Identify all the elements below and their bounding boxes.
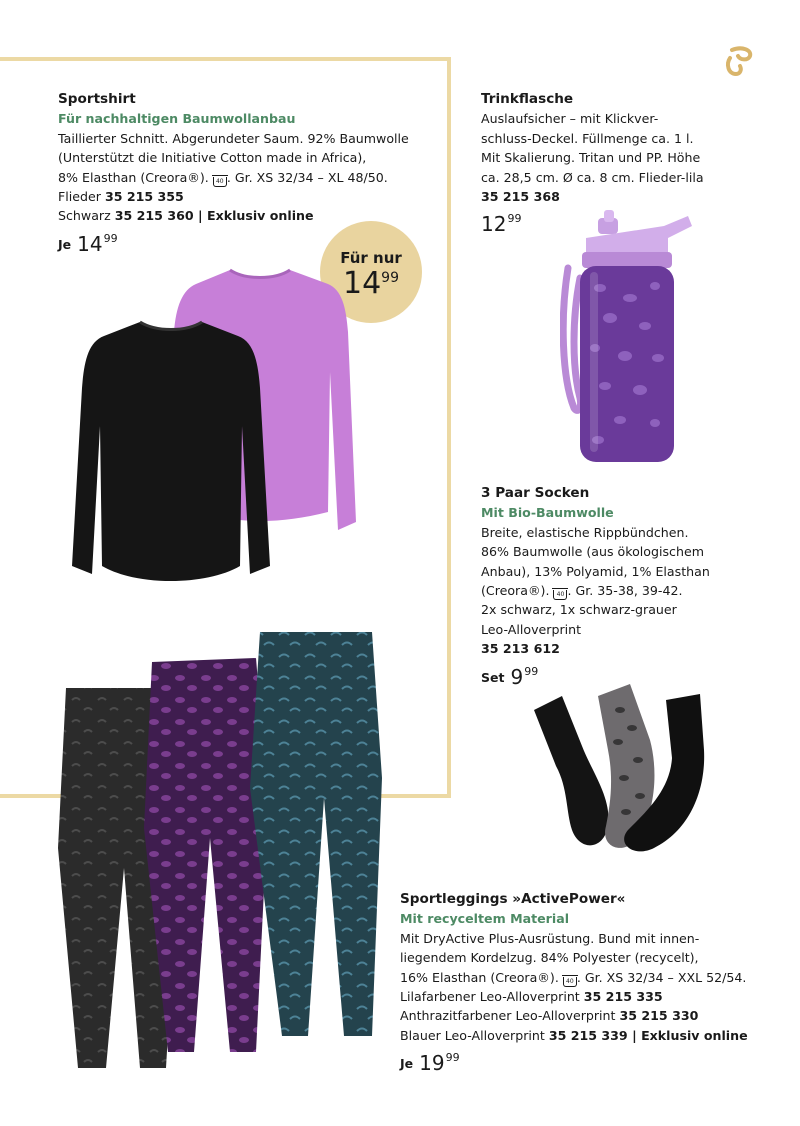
sportshirt-variant-schwarz: Schwarz 35 215 360 | Exklusiv online — [58, 208, 314, 224]
socks-desc-5: 2x schwarz, 1x schwarz-grauer — [481, 602, 677, 618]
sportshirt-desc-3: 8% Elasthan (Creora®). 40 . Gr. XS 32/34 – XL 48/50. — [58, 169, 388, 185]
leggings-sku-anthrazit: 35 215 330 — [619, 1008, 699, 1024]
leggings-image — [42, 628, 394, 1076]
leggings-info — [400, 890, 748, 1077]
sportshirt-desc-1: Taillierter Schnitt. Abgerundeter Saum. 92% Baumwolle — [58, 130, 409, 146]
sportshirt-title: Sportshirt — [58, 91, 136, 107]
socks-price: Set 9 99 — [481, 664, 539, 689]
leggings-subtitle: Mit recyceltem Material — [400, 911, 570, 927]
leggings-sku-lila: 35 215 335 — [583, 989, 663, 1005]
sportshirt-sku-flieder: 35 215 355 — [104, 189, 184, 205]
bottle-sku: 35 215 368 — [481, 189, 560, 205]
socks-info — [481, 484, 710, 691]
socks-desc-4: (Creora®). 40 . Gr. 35-38, 39-42. — [481, 583, 683, 599]
socks-subtitle: Mit Bio-Baumwolle — [481, 505, 614, 521]
socks-desc-3: Anbau), 13% Polyamid, 1% Elasthan — [481, 563, 710, 579]
socks-desc-1: Breite, elastische Rippbündchen. — [481, 524, 689, 540]
socks-desc-6: Leo-Alloverprint — [481, 621, 582, 637]
sportshirt-variant-flieder: Flieder 35 215 355 — [58, 189, 184, 205]
badge-price: 1499 — [342, 266, 399, 301]
sportshirt-sku-schwarz: 35 215 360 | Exklusiv online — [114, 208, 314, 224]
leggings-sku-blau: 35 215 339 | Exklusiv online — [548, 1027, 748, 1043]
wash-40-icon: 40 — [563, 977, 577, 987]
leggings-variant-anthrazit: Anthrazitfarbener Leo-Alloverprint 35 215 330 — [400, 1008, 699, 1024]
leggings-variant-blau: Blauer Leo-Alloverprint 35 215 339 | Exklusiv online — [400, 1027, 748, 1043]
bottle-title: Trinkflasche — [481, 91, 574, 107]
socks-title: 3 Paar Socken — [481, 485, 590, 501]
bottle-price: 12 99 — [481, 212, 522, 237]
leggings-variant-lila: Lilafarbener Leo-Alloverprint 35 215 335 — [400, 989, 663, 1005]
bottle-desc-4: ca. 28,5 cm. Ø ca. 8 cm. Flieder-lila — [481, 169, 704, 185]
sportshirt-price: Je 14 99 — [58, 231, 118, 256]
water-bottle-image — [560, 208, 700, 468]
wash-40-icon: 40 — [213, 177, 227, 187]
leggings-desc-2: liegendem Kordelzug. 84% Polyester (recycelt), — [400, 950, 699, 966]
bottle-desc-3: Mit Skalierung. Tritan und PP. Höhe — [481, 150, 701, 166]
wash-40-icon: 40 — [553, 590, 567, 600]
leggings-desc-1: Mit DryActive Plus-Ausrüstung. Bund mit innen- — [400, 930, 700, 946]
leggings-title: Sportleggings »ActivePower« — [400, 891, 626, 907]
brand-logo-icon — [722, 44, 756, 78]
socks-image — [520, 680, 720, 860]
sportshirt-desc-2: (Unterstützt die Initiative Cotton made in Africa), — [58, 150, 367, 166]
black-shirt-image — [66, 316, 276, 596]
socks-desc-2: 86% Baumwolle (aus ökologischem — [481, 544, 704, 560]
leggings-desc-3: 16% Elasthan (Creora®). 40 . Gr. XS 32/34 – XXL 52/54. — [400, 969, 747, 985]
badge-label: Für nur — [340, 249, 402, 267]
socks-sku: 35 213 612 — [481, 641, 560, 657]
sportshirt-subtitle: Für nachhaltigen Baumwollanbau — [58, 111, 296, 127]
bottle-desc-2: schluss-Deckel. Füllmenge ca. 1 l. — [481, 130, 694, 146]
bottle-desc-1: Auslaufsicher – mit Klickver- — [481, 111, 659, 127]
leggings-price: Je 19 99 — [400, 1051, 460, 1076]
